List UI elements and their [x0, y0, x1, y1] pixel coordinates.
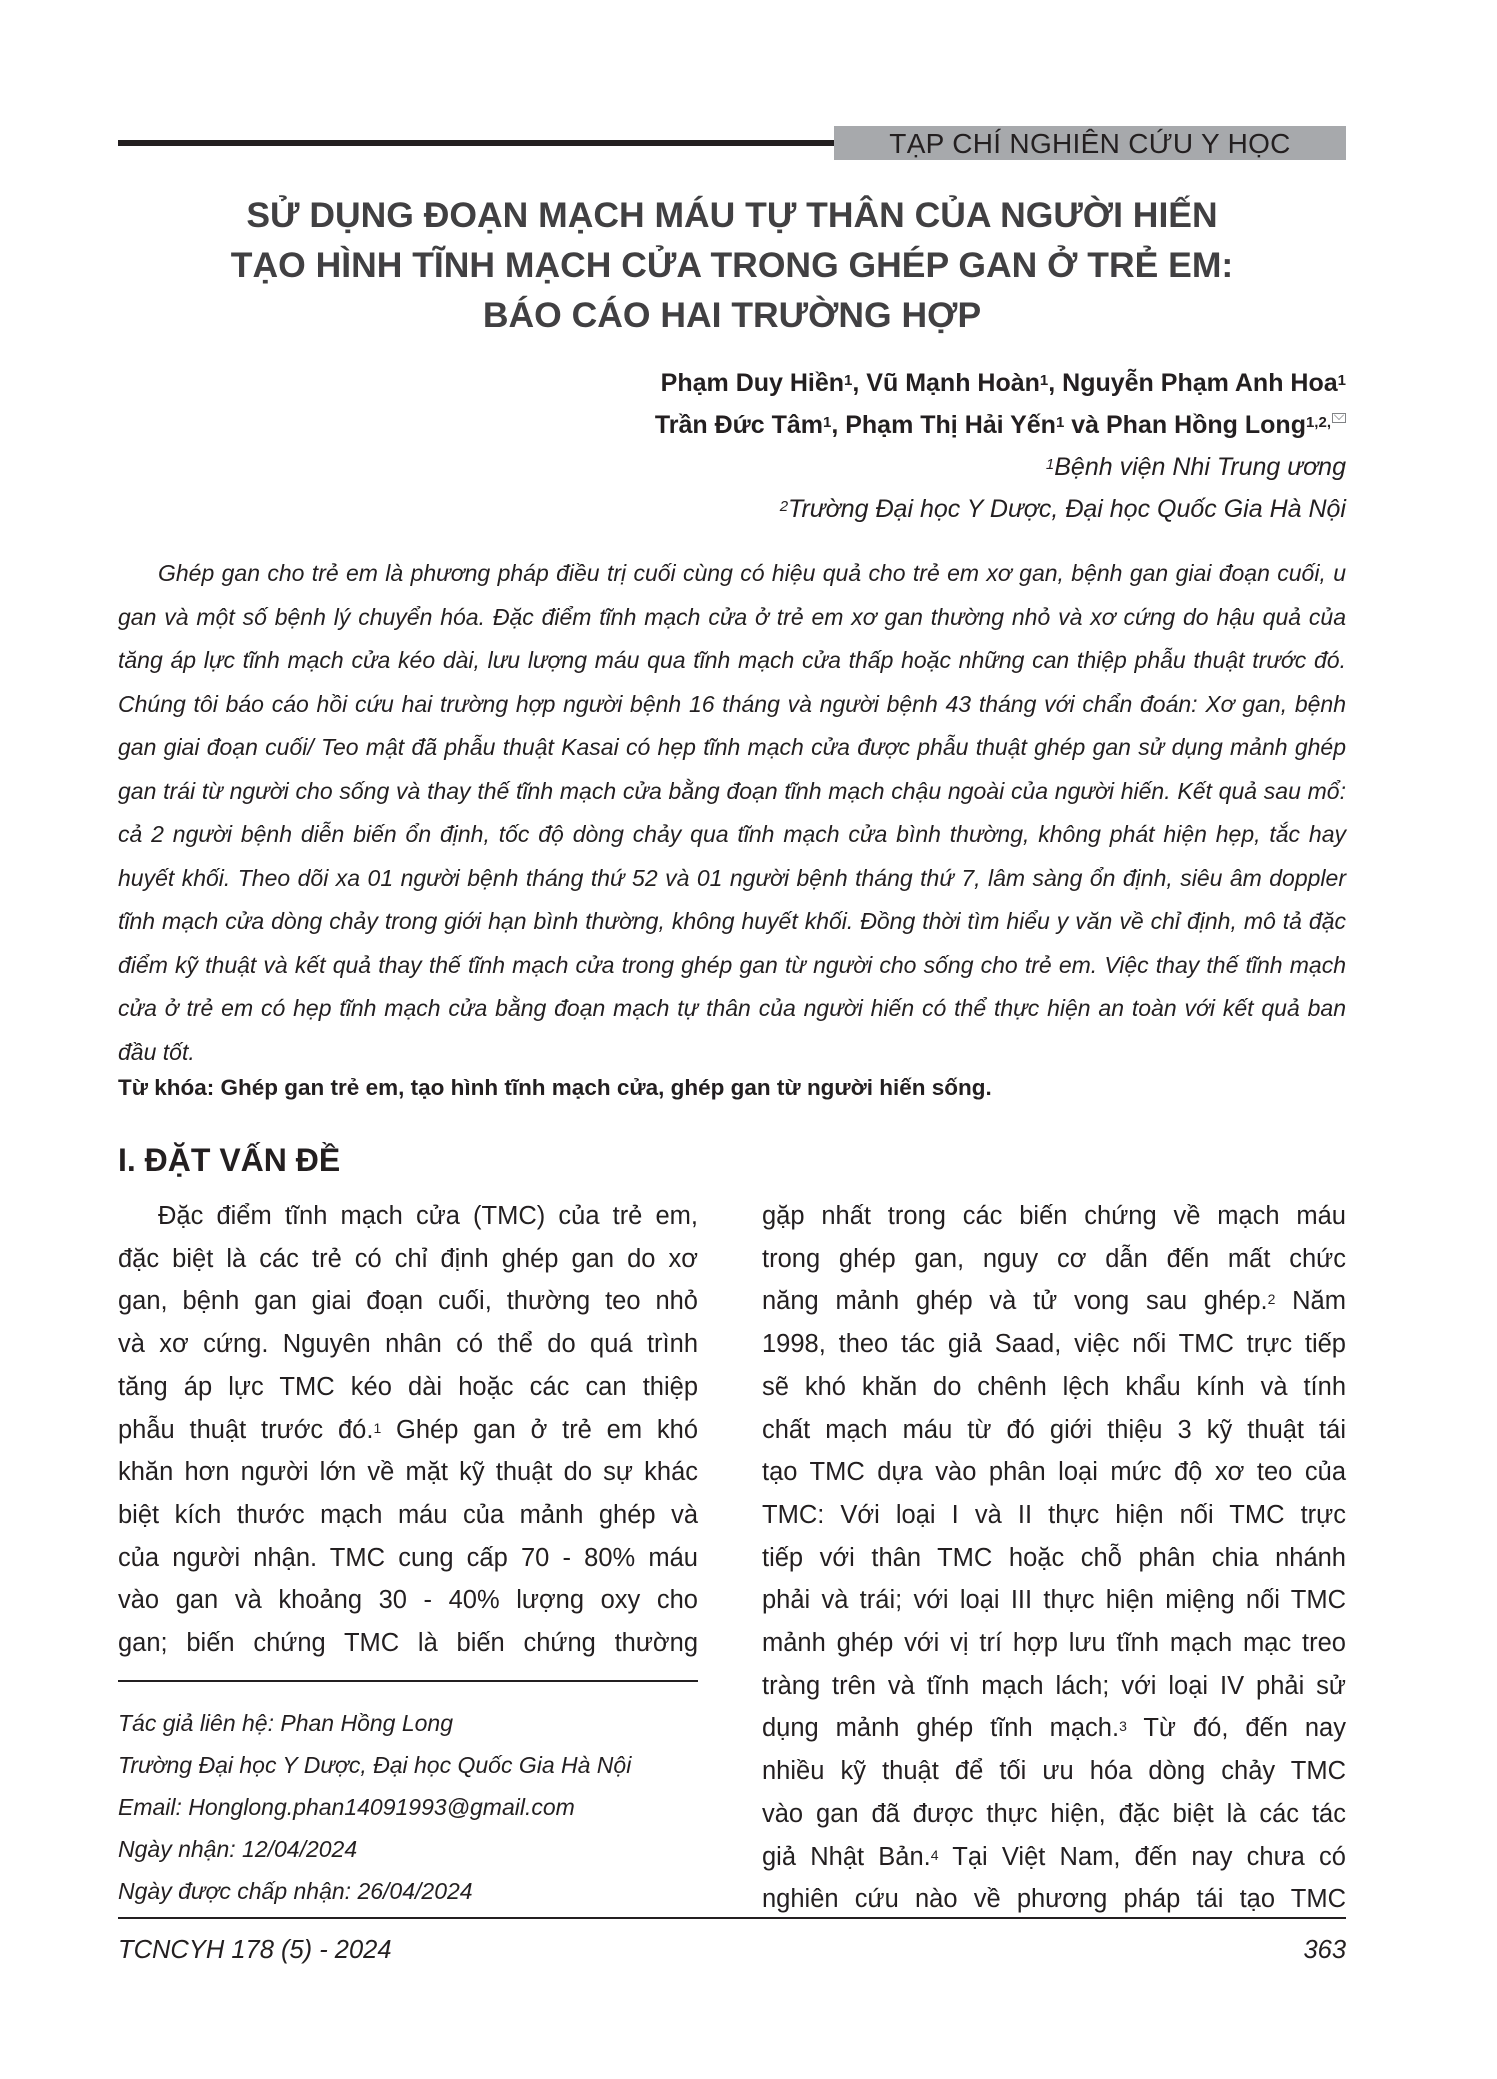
- footnote-rule: [118, 1680, 698, 1682]
- body-line: chất mạch máu từ đó giới thiệu 3 kỹ thuật tái: [762, 1415, 1346, 1444]
- title-line: BÁO CÁO HAI TRƯỜNG HỢP: [482, 295, 982, 335]
- author-affil-sup: 1: [844, 372, 853, 389]
- body-line: sẽ khó khăn do chênh lệch khẩu kính và tính: [762, 1372, 1346, 1401]
- title-line: TẠO HÌNH TĨNH MẠCH CỬA TRONG GHÉP GAN Ở TRẺ EM:: [230, 245, 1234, 285]
- section-heading: I. ĐẶT VẤN ĐỀ: [118, 1142, 341, 1178]
- body-line: gan, bệnh gan giai đoạn cuối, thường teo nhỏ: [118, 1287, 698, 1316]
- article-title: [118, 190, 1346, 340]
- body-line: tràng trên và tĩnh mạch lách; với loại IV phải sử: [762, 1671, 1346, 1700]
- affiliation: $^2$Trường Đại học Y Dược, Đại học Quốc Gia Hà Nội: [779, 495, 1346, 523]
- author-affil-sup: 1: [1055, 414, 1065, 431]
- body-line: gan; biến chứng TMC là biến chứng thường: [118, 1629, 698, 1658]
- note-line: Tác giả liên hệ: Phan Hồng Long: [118, 1710, 454, 1736]
- abstract-text: Ghép gan cho trẻ em là phương pháp điều trị cuối cùng có hiệu quả cho trẻ em xơ gan, bệnh gan giai đoạn cuối, u gan và một số bệnh lý chuyển hóa. Đặc điểm tĩnh mạch cửa ở trẻ em xơ gan thường nhỏ và xơ cứng do hậu quả của tăng áp lực tĩnh mạch cửa kéo dài, lưu lượng máu qua tĩnh mạch cửa thấp hoặc những can thiệp phẫu thuật trước đó. Chúng tôi báo cáo hồi cứu hai trường hợp người bệnh 16 tháng và người bệnh 43 tháng với chẩn đoán: Xơ gan, bệnh gan giai đoạn cuối/ Teo mật đã phẫu thuật Kasai có hẹp tĩnh mạch cửa được phẫu thuật ghép gan sử dụng mảnh ghép gan trái từ người cho sống và thay thế tĩnh mạch cửa bằng đoạn tĩnh mạch chậu ngoài của người hiến. Kết quả sau mổ: cả 2 người bệnh diễn biến ổn định, tốc độ dòng chảy qua tĩnh mạch cửa bình thường, không phát hiện hẹp, tắc hay huyết khối. Theo dõi xa 01 người bệnh tháng thứ 52 và 01 người bệnh tháng thứ 7, lâm sàng ổn định, siêu âm doppler tĩnh mạch cửa dòng chảy trong giới hạn bình thường, không huyết khối. Đồng thời tìm hiểu y văn về chỉ định, mô tả đặc điểm kỹ thuật và kết quả thay thế tĩnh mạch cửa trong ghép gan từ người cho sống cho trẻ em. Việc thay thế tĩnh mạch cửa ở trẻ em có hẹp tĩnh mạch cửa bằng đoạn mạch tự thân của người hiến có thể thực hiện an toàn với kết quả ban đầu tốt.: [118, 560, 1346, 1065]
- body-line: vào gan và khoảng 30 - 40% lượng oxy cho: [118, 1586, 698, 1615]
- author-name: Vũ Mạnh Hoàn: [866, 369, 1040, 397]
- affiliation: $^1$Bệnh viện Nhi Trung ương: [1045, 453, 1346, 481]
- body-line: mảnh ghép với vị trí hợp lưu tĩnh mạch mạc treo: [762, 1629, 1346, 1658]
- body-line: phải và trái; với loại III thực hiện miệng nối TMC: [762, 1586, 1346, 1615]
- body-line: nghiên cứu nào về phương pháp tái tạo TMC: [762, 1885, 1346, 1914]
- body-column-left: [118, 1195, 698, 1665]
- body-line: dụng mảnh ghép tĩnh mạch.$^3$ Từ đó, đến nay: [762, 1714, 1346, 1743]
- header-rule: [118, 140, 834, 146]
- journal-name: TẠP CHÍ NGHIÊN CỨU Y HỌC: [889, 128, 1291, 159]
- affiliation-list: [780, 446, 1346, 530]
- body-line: trong ghép gan, nguy cơ dẫn đến mất chức: [762, 1244, 1346, 1273]
- title-line: SỬ DỤNG ĐOẠN MẠCH MÁU TỰ THÂN CỦA NGƯỜI HIẾN: [246, 195, 1218, 235]
- body-column-right: [762, 1195, 1346, 1921]
- author-name: Phan Hồng Long: [1106, 411, 1306, 439]
- envelope-icon: [1332, 413, 1346, 423]
- citation-ref: 3: [1119, 1718, 1127, 1735]
- footer-rule: [118, 1917, 1346, 1919]
- author-affil-sup: 1: [1337, 372, 1346, 389]
- body-line: khăn hơn người lớn về mặt kỹ thuật do sự khác: [118, 1458, 698, 1487]
- author-name: Phạm Duy Hiền: [660, 369, 845, 397]
- citation-ref: 1: [373, 1419, 382, 1436]
- keywords: Từ khóa: Ghép gan trẻ em, tạo hình tĩnh mạch cửa, ghép gan từ người hiến sống.: [118, 1075, 992, 1100]
- author-name: Trần Đức Tâm: [654, 411, 823, 439]
- note-line: Ngày được chấp nhận: 26/04/2024: [118, 1878, 473, 1904]
- body-line: nhiều kỹ thuật để tối ưu hóa dòng chảy TMC: [762, 1757, 1346, 1786]
- correspondence-notes: [118, 1702, 698, 1912]
- body-line: năng mảnh ghép và tử vong sau ghép.$^2$ Năm: [762, 1287, 1346, 1316]
- citation-ref: 2: [1267, 1291, 1276, 1308]
- body-line: và xơ cứng. Nguyên nhân có thể do quá trình: [118, 1330, 698, 1359]
- author-line: Trần Đức Tâm$^1$, Phạm Thị Hải Yến$^1$ và Phan Hồng Long$^{1,2,}$: [655, 404, 1346, 446]
- body-line: của người nhận. TMC cung cấp 70 - 80% máu: [118, 1543, 698, 1572]
- note-line: Ngày nhận: 12/04/2024: [118, 1836, 358, 1862]
- body-line: gặp nhất trong các biến chứng về mạch máu: [762, 1202, 1346, 1230]
- author-list: [655, 362, 1346, 446]
- body-line: vào gan đã được thực hiện, đặc biệt là các tác: [762, 1799, 1346, 1828]
- body-line: đặc biệt là các trẻ có chỉ định ghép gan do xơ: [118, 1244, 698, 1273]
- author-affil-sup: 1: [1039, 372, 1049, 389]
- author-name: Phạm Thị Hải Yến: [845, 411, 1056, 439]
- note-line: Email: Honglong.phan14091993@gmail.com: [118, 1794, 575, 1820]
- author-affil-sup: 1: [822, 414, 832, 431]
- author-affil-sup: 1,2,: [1305, 414, 1331, 431]
- journal-issue: TCNCYH 178 (5) - 2024: [118, 1936, 392, 1964]
- body-line: tạo TMC dựa vào phân loại mức độ xơ teo của: [762, 1458, 1346, 1487]
- body-line: Đặc điểm tĩnh mạch cửa (TMC) của trẻ em,: [158, 1202, 698, 1230]
- body-line: tăng áp lực TMC kéo dài hoặc các can thiệp: [118, 1372, 698, 1401]
- page-number: 363: [1303, 1936, 1346, 1964]
- author-name: Nguyễn Phạm Anh Hoa: [1062, 369, 1338, 397]
- abstract: [118, 552, 1346, 1074]
- body-line: 1998, theo tác giả Saad, việc nối TMC trực tiếp: [762, 1330, 1346, 1359]
- body-line: TMC: Với loại I và II thực hiện nối TMC trực: [762, 1500, 1346, 1529]
- body-line: tiếp với thân TMC hoặc chỗ phân chia nhánh: [762, 1543, 1346, 1572]
- citation-ref: 4: [930, 1846, 939, 1863]
- body-line: biệt kích thước mạch máu của mảnh ghép và: [118, 1500, 698, 1529]
- author-line: Phạm Duy Hiền$^1$, Vũ Mạnh Hoàn$^1$, Nguyễn Phạm Anh Hoa$^1$: [660, 369, 1346, 397]
- note-line: Trường Đại học Y Dược, Đại học Quốc Gia Hà Nội: [118, 1752, 632, 1778]
- body-line: phẫu thuật trước đó.$^1$ Ghép gan ở trẻ em khó: [118, 1415, 699, 1444]
- body-line: giả Nhật Bản.$^4$ Tại Việt Nam, đến nay chưa có: [762, 1842, 1346, 1871]
